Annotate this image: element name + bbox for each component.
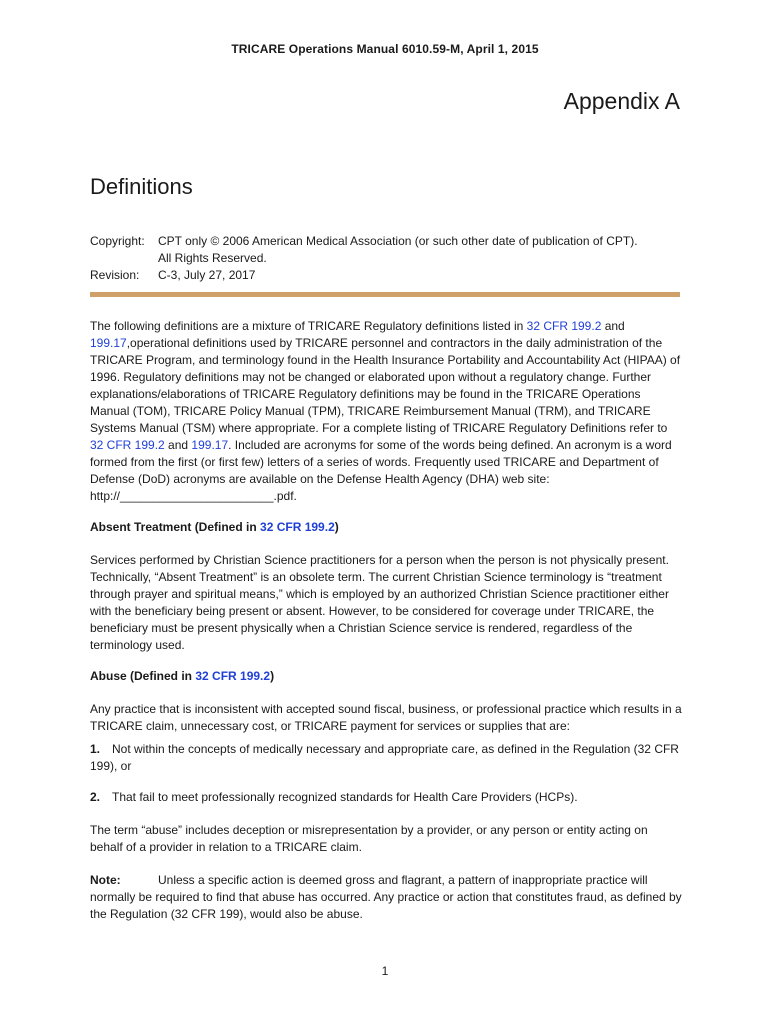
list-item <box>90 789 682 806</box>
cfr-199-17-link[interactable]: 199.17 <box>90 336 127 350</box>
copyright-label: Copyright: <box>90 234 145 248</box>
list-number: 2. <box>90 790 101 804</box>
document-meta <box>90 233 690 284</box>
intro-text: and <box>164 438 192 452</box>
intro-paragraph <box>90 318 682 505</box>
section-divider <box>90 292 680 297</box>
copyright-line-2: All Rights Reserved. <box>158 251 267 265</box>
absent-treatment-definition: Services performed by Christian Science practitioners for a person when the person is not physically present. Technically, “Absent Treatment” is an obsolete term. The current Christian Science terminology is “treatment through prayer and spiritual means,” which is employed by an authorized Christian Science practitioner either with the beneficiary being present or absent. However, to be considered for coverage under TRICARE, the beneficiary must be present physically when a Christian Science service is rendered, regardless of the terminology used. <box>90 553 669 652</box>
absent-treatment-heading <box>90 519 682 536</box>
revision-row <box>90 267 690 284</box>
intro-text: ,operational definitions used by TRICARE personnel and contractors in the daily administration of the TRICARE Program, and terminology found in the Health Insurance Portability and Accountability Act (HIPAA) of 1996. Regulatory definitions may not be changed or elaborated upon without a regulatory change. Further explanations/elaborations of TRICARE Regulatory definitions may be found in the TRICARE Operations Manual (TOM), TRICARE Policy Manual (TPM), TRICARE Reimbursement Manual (TRM), and TRICARE Systems Manual (TSM) where appropriate. For a complete listing of TRICARE Regulatory Definitions refer to <box>90 336 681 435</box>
page-number: 1 <box>381 964 389 978</box>
cfr-199-2-link[interactable]: 32 CFR 199.2 <box>526 319 602 333</box>
copyright-text <box>158 233 638 267</box>
abuse-term-note: The term “abuse” includes deception or misrepresentation by a provider, or any person or entity acting on behalf of a provider in relation to a TRICARE claim. <box>90 823 648 854</box>
heading-text: Absent Treatment (Defined in <box>90 520 261 534</box>
list-item <box>90 741 682 775</box>
abuse-heading <box>90 668 682 685</box>
abuse-definition: Any practice that is inconsistent with accepted sound fiscal, business, or professional practice which results in a TRICARE claim, unnecessary cost, or TRICARE payment for services or supplies that are: <box>90 702 682 733</box>
cfr-199-2-link[interactable]: 32 CFR 199.2 <box>90 438 165 452</box>
heading-text: ) <box>334 520 339 534</box>
intro-text: . Included are acronyms for some of the words being defined. An acronym is a word formed from the first (or first few) letters of a series of words. Frequently used TRICARE and Department of Defense (DoD) acronyms are available on the Defense Health Agency (DHA) web site: http://_______________________.pdf. <box>90 438 672 503</box>
note-label: Note: <box>90 873 121 887</box>
running-header: TRICARE Operations Manual 6010.59-M, April 1, 2015 <box>231 42 539 56</box>
copyright-row <box>90 233 690 267</box>
list-number: 1. <box>90 742 101 756</box>
heading-text: ) <box>270 669 275 683</box>
document-body <box>90 318 682 923</box>
list-text: That fail to meet professionally recognized standards for Health Care Providers (HCPs). <box>112 790 578 804</box>
note-text: Unless a specific action is deemed gross and flagrant, a pattern of inappropriate practice will normally be required to find that abuse has occurred. Any practice or action that constitutes fraud, as defined by the Regulation (32 CFR 199), would also be abuse. <box>90 873 682 921</box>
appendix-title: Appendix A <box>563 88 680 114</box>
cfr-199-2-link[interactable]: 32 CFR 199.2 <box>195 669 271 683</box>
copyright-line-1: CPT only © 2006 American Medical Association (or such other date of publication of CPT). <box>158 234 638 248</box>
abuse-note <box>90 872 682 923</box>
revision-label: Revision: <box>90 268 140 282</box>
intro-text: The following definitions are a mixture of TRICARE Regulatory definitions listed in <box>90 319 527 333</box>
cfr-199-2-link[interactable]: 32 CFR 199.2 <box>260 520 335 534</box>
section-title: Definitions <box>90 174 193 199</box>
cfr-199-17-link[interactable]: 199.17 <box>191 438 229 452</box>
list-text: Not within the concepts of medically necessary and appropriate care, as defined in the Regulation (32 CFR 199), or <box>90 742 679 773</box>
revision-value: C-3, July 27, 2017 <box>158 268 256 282</box>
intro-text: and <box>601 319 625 333</box>
heading-text: Abuse (Defined in <box>90 669 196 683</box>
